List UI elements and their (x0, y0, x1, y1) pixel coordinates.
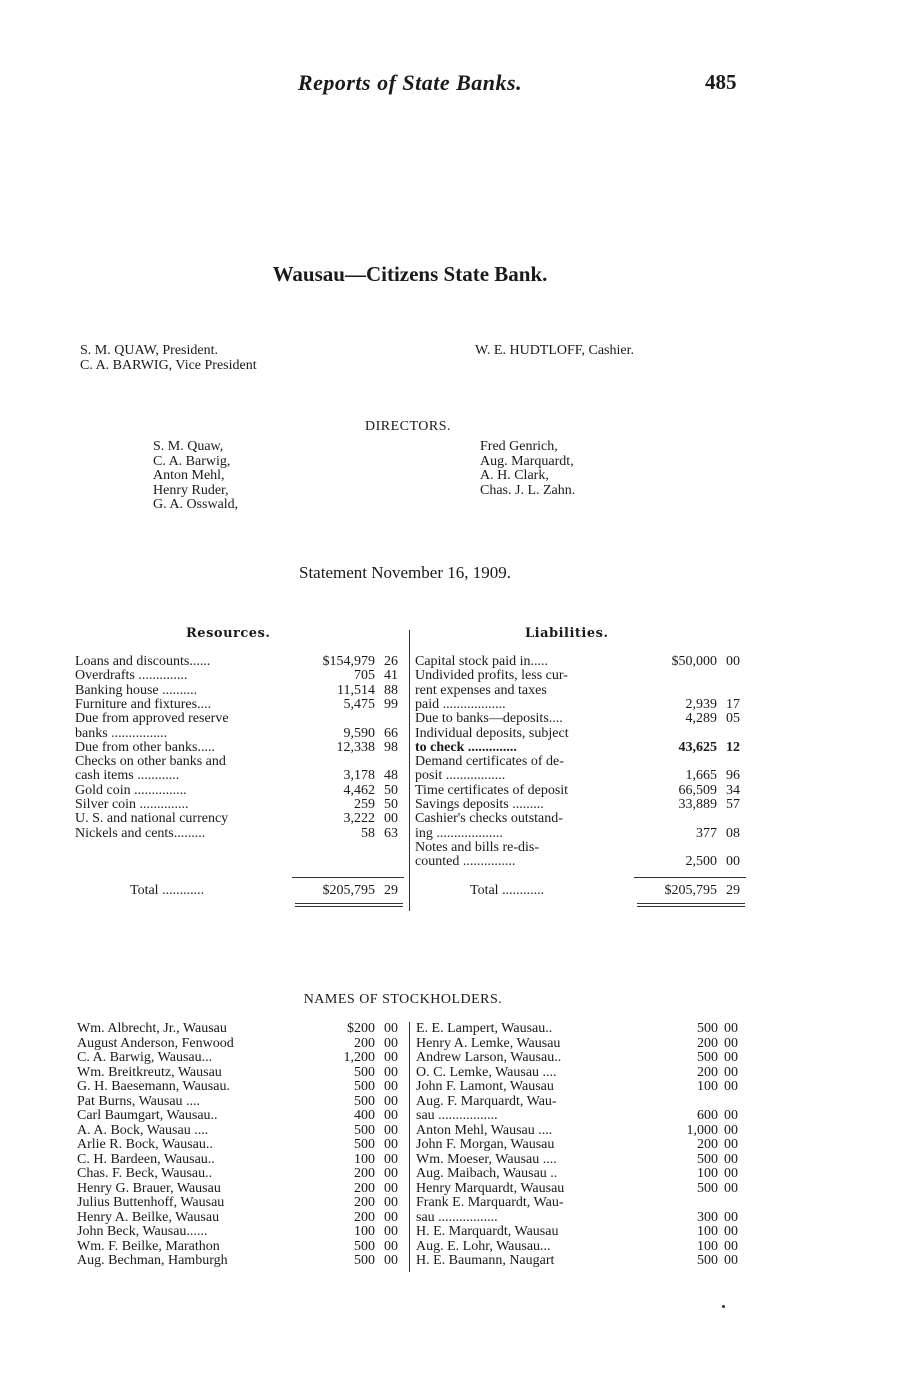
amount-dollars: 200 (697, 1035, 718, 1051)
statement-divider (409, 630, 410, 911)
amount-dollars: 500 (354, 1137, 375, 1152)
amount-dollars: 200 (697, 1064, 718, 1080)
stockholder-name: August Anderson, Fenwood (77, 1035, 234, 1051)
amount-cents: 00 (724, 1064, 738, 1080)
stockholder-row (416, 1240, 746, 1255)
amount-dollars: 100 (697, 1238, 718, 1254)
amount-dollars: 500 (697, 1021, 718, 1036)
stockholder-name: H. E. Marquardt, Wausau (416, 1224, 559, 1239)
stockholder-name: Julius Buttenhoff, Wausau (77, 1195, 225, 1210)
amount-dollars: 9,590 (343, 725, 375, 741)
statement-title: Statement November 16, 1909. (299, 563, 511, 582)
amount-dollars: 200 (354, 1166, 375, 1181)
amount-cents: 00 (724, 1166, 738, 1181)
stockholder-name: Aug. Bechman, Hamburgh (77, 1253, 228, 1268)
amount-cents: 50 (384, 797, 398, 812)
liabilities-total-rule (634, 877, 746, 878)
director-name: Aug. Marquardt, (480, 453, 574, 469)
amount-dollars: 1,000 (686, 1122, 718, 1138)
liabilities-table (415, 655, 747, 875)
liabilities-heading: Liabilities. (525, 626, 609, 641)
amount-cents: 00 (384, 1209, 398, 1225)
stockholder-row (416, 1153, 746, 1168)
amount-cents: 88 (384, 682, 398, 698)
stockholder-name: John Beck, Wausau...... (77, 1224, 208, 1239)
stockholder-row (416, 1037, 746, 1052)
amount-dollars: 377 (696, 825, 717, 841)
resources-total-label: Total ............ (130, 883, 205, 898)
amount-dollars: 500 (354, 1079, 375, 1094)
amount-dollars: 3,178 (343, 768, 375, 784)
resource-label: Loans and discounts...... (75, 654, 211, 669)
amount-dollars: $154,979 (322, 654, 375, 669)
liability-row (415, 727, 747, 741)
amount-cents: 00 (724, 1151, 738, 1167)
liability-row (415, 812, 747, 826)
amount-cents: 00 (384, 1035, 398, 1051)
director-name: A. H. Clark, (480, 468, 549, 483)
amount-cents: 26 (384, 654, 398, 669)
stockholder-row (77, 1051, 407, 1066)
resource-row (75, 769, 405, 783)
director-name: Anton Mehl, (153, 468, 225, 483)
amount-dollars: 200 (354, 1035, 375, 1051)
resource-label: U. S. and national currency (75, 811, 229, 827)
stockholder-name: Henry A. Beilke, Wausau (77, 1209, 220, 1225)
director-name: S. M. Quaw, (153, 439, 224, 454)
stockholder-row (77, 1080, 407, 1095)
amount-dollars: 100 (697, 1224, 718, 1239)
stockholder-name: Arlie R. Bock, Wausau.. (77, 1137, 213, 1152)
amount-dollars: $200 (347, 1021, 375, 1036)
liability-row (415, 769, 747, 783)
resource-row (75, 727, 405, 741)
stockholder-name: Aug. F. Marquardt, Wau- (416, 1093, 557, 1109)
liability-row (415, 741, 747, 755)
amount-dollars: 200 (354, 1209, 375, 1225)
amount-dollars: 58 (361, 825, 375, 841)
resource-row (75, 698, 405, 712)
stockholder-name: Wm. F. Beilke, Marathon (77, 1238, 220, 1254)
amount-dollars: 3,222 (343, 811, 375, 827)
stockholder-row (77, 1037, 407, 1052)
stockholder-name: John F. Lamont, Wausau (416, 1079, 554, 1094)
stockholder-row (416, 1196, 746, 1211)
amount-dollars: 1,200 (343, 1050, 375, 1065)
resources-heading: Resources. (186, 626, 271, 641)
amount-cents: 00 (384, 811, 398, 827)
stockholder-row (416, 1138, 746, 1153)
amount-cents: 00 (724, 1224, 738, 1239)
officer-vice-president: C. A. BARWIG, Vice President (80, 358, 257, 373)
amount-dollars: $50,000 (671, 654, 717, 669)
resource-row (75, 684, 405, 698)
stockholder-row (77, 1225, 407, 1240)
amount-dollars: 11,514 (337, 682, 375, 698)
amount-cents: 00 (384, 1166, 398, 1181)
resources-double-rule (295, 903, 403, 907)
liability-label: paid .................. (415, 696, 506, 712)
amount-cents: 63 (384, 825, 398, 841)
amount-cents: 41 (384, 668, 398, 684)
resource-row (75, 712, 405, 726)
amount-cents: 34 (726, 782, 740, 798)
stockholder-row (416, 1095, 746, 1110)
liability-label: to check .............. (415, 739, 517, 755)
liability-label: Demand certificates of de- (415, 754, 564, 770)
resource-row (75, 798, 405, 812)
amount-dollars: 400 (354, 1108, 375, 1123)
amount-cents: 00 (384, 1224, 398, 1239)
stockholder-name: O. C. Lemke, Wausau .... (416, 1064, 557, 1080)
stockholder-row (77, 1167, 407, 1182)
amount-cents: 00 (724, 1021, 738, 1036)
liability-label: Time certificates of deposit (415, 782, 569, 798)
liability-row (415, 827, 747, 841)
stockholder-name: Aug. Maibach, Wausau .. (416, 1166, 558, 1181)
stockholder-row (416, 1124, 746, 1139)
resource-label: Overdrafts .............. (75, 668, 188, 684)
liability-label: Savings deposits ......... (415, 797, 544, 812)
stockholders-right-table (416, 1022, 746, 1272)
amount-cents: 00 (724, 1253, 738, 1268)
resource-label: Checks on other banks and (75, 754, 226, 770)
stockholder-row (77, 1124, 407, 1139)
amount-dollars: 2,939 (685, 696, 717, 712)
amount-dollars: 4,289 (685, 711, 717, 727)
amount-cents: 00 (384, 1093, 398, 1109)
stockholder-name: Anton Mehl, Wausau .... (416, 1122, 553, 1138)
stockholder-row (77, 1182, 407, 1197)
amount-cents: 12 (726, 739, 740, 755)
resource-label: Silver coin .............. (75, 797, 189, 812)
stockholder-row (416, 1080, 746, 1095)
officer-president: S. M. QUAW, President. (80, 343, 218, 358)
stockholder-row (416, 1225, 746, 1240)
amount-dollars: 4,462 (343, 782, 375, 798)
stockholder-name: Henry A. Lemke, Wausau (416, 1035, 561, 1051)
stockholder-name: Andrew Larson, Wausau.. (416, 1050, 562, 1065)
resource-label: Nickels and cents......... (75, 825, 206, 841)
stockholder-row (77, 1254, 407, 1269)
amount-dollars: 200 (354, 1180, 375, 1196)
director-name: Henry Ruder, (153, 482, 229, 498)
stockholder-name: Pat Burns, Wausau .... (77, 1093, 201, 1109)
resource-label: cash items ............ (75, 768, 180, 784)
liability-label: Notes and bills re-dis- (415, 839, 540, 855)
liability-label: counted ............... (415, 854, 516, 870)
amount-dollars: 500 (697, 1050, 718, 1065)
bank-title: Wausau—Citizens State Bank. (272, 262, 548, 286)
stockholder-row (77, 1095, 407, 1110)
amount-dollars: 705 (354, 668, 375, 684)
stockholder-row (416, 1254, 746, 1269)
amount-cents: 00 (384, 1079, 398, 1094)
amount-cents: 00 (726, 854, 740, 870)
amount-cents: 00 (384, 1253, 398, 1268)
amount-cents: 99 (384, 696, 398, 712)
stockholder-row (416, 1051, 746, 1066)
liabilities-double-rule (637, 903, 745, 907)
stockholder-name: Aug. E. Lohr, Wausau... (416, 1238, 551, 1254)
stockholder-row (77, 1022, 407, 1037)
stockholder-name: C. A. Barwig, Wausau... (77, 1050, 213, 1065)
liability-row (415, 669, 747, 683)
amount-cents: 96 (726, 768, 740, 784)
amount-dollars: 33,889 (678, 797, 717, 812)
liability-row (415, 798, 747, 812)
amount-dollars: 100 (697, 1079, 718, 1094)
amount-dollars: 300 (697, 1209, 718, 1225)
amount-dollars: 600 (697, 1108, 718, 1123)
resource-row (75, 812, 405, 826)
liability-label: ing ................... (415, 825, 503, 841)
stockholder-row (416, 1022, 746, 1037)
amount-cents: 57 (726, 797, 740, 812)
stockholder-row (416, 1182, 746, 1197)
amount-dollars: 5,475 (343, 696, 375, 712)
liability-row (415, 784, 747, 798)
amount-dollars: 500 (697, 1151, 718, 1167)
director-name: C. A. Barwig, (153, 453, 231, 469)
print-speck (722, 1305, 725, 1308)
resource-label: Due from other banks..... (75, 739, 215, 755)
running-title: Reports of State Banks. (297, 70, 523, 95)
liability-row (415, 755, 747, 769)
amount-dollars: 66,509 (678, 782, 717, 798)
amount-cents: 00 (384, 1021, 398, 1036)
stockholder-row (77, 1211, 407, 1226)
stockholder-row (77, 1066, 407, 1081)
liability-label: Due to banks—deposits.... (415, 711, 563, 727)
amount-cents: 98 (384, 739, 398, 755)
amount-dollars: 12,338 (336, 739, 375, 755)
resource-row (75, 827, 405, 841)
resources-total-row (75, 884, 405, 900)
amount-dollars: 500 (354, 1253, 375, 1268)
amount-dollars: 100 (697, 1166, 718, 1181)
stockholder-name: sau ................. (416, 1108, 498, 1123)
resources-table (75, 655, 405, 855)
director-name: Fred Genrich, (480, 439, 558, 454)
amount-cents: 08 (726, 825, 740, 841)
liabilities-total-label: Total ............ (470, 883, 545, 898)
amount-cents: 00 (724, 1035, 738, 1051)
liability-label: Cashier's checks outstand- (415, 811, 563, 827)
resources-total-dollars: $205,795 (322, 883, 375, 898)
stockholders-heading: NAMES OF STOCKHOLDERS. (303, 992, 503, 1007)
amount-dollars: 100 (354, 1151, 375, 1167)
director-name: Chas. J. L. Zahn. (480, 482, 576, 498)
amount-dollars: 500 (697, 1253, 718, 1268)
stockholder-row (416, 1211, 746, 1226)
director-name: G. A. Osswald, (153, 497, 239, 512)
amount-dollars: 100 (354, 1224, 375, 1239)
resource-label: Banking house .......... (75, 682, 198, 698)
amount-cents: 00 (384, 1050, 398, 1065)
resource-row (75, 655, 405, 669)
amount-cents: 00 (384, 1195, 398, 1210)
amount-cents: 00 (384, 1180, 398, 1196)
stockholder-name: H. E. Baumann, Naugart (416, 1253, 555, 1268)
stockholder-name: Wm. Breitkreutz, Wausau (77, 1064, 222, 1080)
amount-cents: 00 (384, 1108, 398, 1123)
amount-cents: 00 (726, 654, 740, 669)
amount-dollars: 259 (354, 797, 375, 812)
resource-row (75, 741, 405, 755)
liability-label: Capital stock paid in..... (415, 654, 548, 669)
amount-cents: 00 (384, 1151, 398, 1167)
amount-cents: 48 (384, 768, 398, 784)
amount-cents: 00 (724, 1238, 738, 1254)
resource-row (75, 755, 405, 769)
stockholder-name: E. E. Lampert, Wausau.. (416, 1021, 553, 1036)
stockholder-name: sau ................. (416, 1209, 498, 1225)
liability-row (415, 698, 747, 712)
liability-row (415, 655, 747, 669)
directors-heading: DIRECTORS. (364, 419, 452, 434)
amount-cents: 17 (726, 696, 740, 712)
amount-dollars: 43,625 (678, 739, 717, 755)
amount-dollars: 500 (354, 1064, 375, 1080)
stockholder-name: John F. Morgan, Wausau (416, 1137, 555, 1152)
page-number: 485 (705, 70, 737, 94)
stockholder-name: Wm. Moeser, Wausau .... (416, 1151, 557, 1167)
stockholder-row (77, 1138, 407, 1153)
stockholder-name: G. H. Baesemann, Wausau. (77, 1079, 230, 1094)
stockholder-name: Chas. F. Beck, Wausau.. (77, 1166, 213, 1181)
liability-row (415, 712, 747, 726)
amount-dollars: 1,665 (685, 768, 717, 784)
resource-row (75, 784, 405, 798)
stockholder-name: Henry G. Brauer, Wausau (77, 1180, 221, 1196)
amount-dollars: 200 (354, 1195, 375, 1210)
resource-label: banks ................ (75, 725, 168, 741)
amount-cents: 00 (384, 1238, 398, 1254)
resource-label: Gold coin ............... (75, 782, 187, 798)
amount-dollars: 500 (354, 1093, 375, 1109)
amount-cents: 00 (724, 1137, 738, 1152)
stockholder-name: Carl Baumgart, Wausau.. (77, 1108, 218, 1123)
amount-cents: 66 (384, 725, 398, 741)
liabilities-total-row (415, 884, 747, 900)
stockholder-name: C. H. Bardeen, Wausau.. (77, 1151, 215, 1167)
amount-cents: 00 (724, 1079, 738, 1094)
stockholder-row (416, 1066, 746, 1081)
amount-cents: 00 (724, 1122, 738, 1138)
stockholder-name: Henry Marquardt, Wausau (416, 1180, 565, 1196)
stockholder-row (416, 1167, 746, 1182)
liability-row (415, 855, 747, 869)
resources-total-cents: 29 (384, 883, 398, 898)
liability-row (415, 684, 747, 698)
resources-total-rule (292, 877, 404, 878)
amount-dollars: 500 (697, 1180, 718, 1196)
liability-row (415, 841, 747, 855)
liability-label: Undivided profits, less cur- (415, 668, 568, 684)
stockholder-row (77, 1196, 407, 1211)
amount-cents: 00 (724, 1108, 738, 1123)
amount-dollars: 200 (697, 1137, 718, 1152)
stockholder-name: Wm. Albrecht, Jr., Wausau (77, 1021, 227, 1036)
liability-label: rent expenses and taxes (415, 682, 547, 698)
liabilities-total-dollars: $205,795 (664, 883, 717, 898)
amount-cents: 00 (724, 1180, 738, 1196)
resource-row (75, 669, 405, 683)
liabilities-total-cents: 29 (726, 883, 740, 898)
amount-dollars: 500 (354, 1122, 375, 1138)
stockholders-divider (409, 1022, 410, 1272)
amount-cents: 00 (384, 1122, 398, 1138)
stockholder-row (77, 1153, 407, 1168)
stockholders-left-table (77, 1022, 407, 1272)
stockholder-row (416, 1109, 746, 1124)
amount-cents: 00 (724, 1209, 738, 1225)
amount-cents: 00 (724, 1050, 738, 1065)
amount-dollars: 500 (354, 1238, 375, 1254)
liability-label: Individual deposits, subject (415, 725, 569, 741)
amount-cents: 00 (384, 1064, 398, 1080)
resource-label: Furniture and fixtures.... (75, 696, 212, 712)
resource-label: Due from approved reserve (75, 711, 229, 727)
amount-cents: 05 (726, 711, 740, 727)
stockholder-row (77, 1109, 407, 1124)
stockholder-row (77, 1240, 407, 1255)
stockholder-name: A. A. Bock, Wausau .... (77, 1122, 209, 1138)
stockholder-name: Frank E. Marquardt, Wau- (416, 1195, 564, 1210)
amount-dollars: 2,500 (685, 854, 717, 870)
amount-cents: 00 (384, 1137, 398, 1152)
officer-cashier: W. E. HUDTLOFF, Cashier. (475, 343, 634, 358)
liability-label: posit ................. (415, 768, 506, 784)
amount-cents: 50 (384, 782, 398, 798)
